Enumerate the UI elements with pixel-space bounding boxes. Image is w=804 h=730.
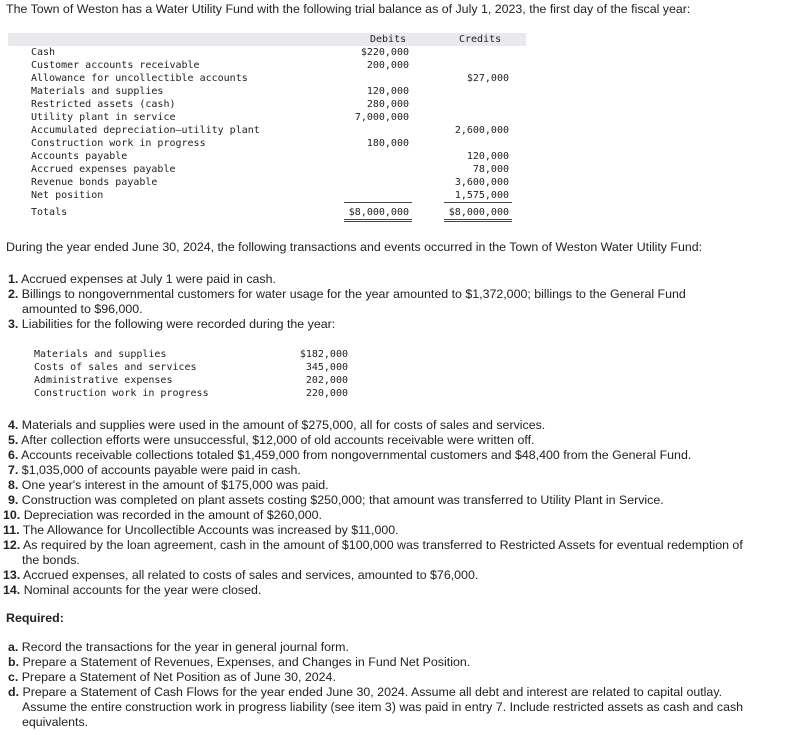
credits-header: Credits: [459, 34, 502, 45]
list-item: [3, 523, 399, 538]
item-text: $1,035,000 of accounts payable were paid in cash.: [21, 463, 301, 477]
list-item: [3, 568, 478, 583]
credit-value: 78,000: [472, 164, 509, 175]
account-name: Utility plant in service: [31, 112, 176, 123]
required-text: Prepare a Statement of Cash Flows for the year ended June 30, 2024. Assume all debt and interest are related to capital outlay.: [22, 685, 723, 699]
item-text: Accrued expenses at July 1 were paid in cash.: [21, 272, 276, 286]
debits-header: Debits: [370, 34, 407, 45]
list-item: [3, 508, 322, 523]
item-text-continued: the bonds.: [22, 553, 80, 567]
totals-row: [8, 206, 526, 219]
debit-underline: [344, 202, 412, 203]
table-row: [8, 176, 526, 189]
required-item: [8, 640, 349, 655]
table-row: [8, 98, 526, 111]
list-item: [8, 433, 534, 448]
list-item: [3, 583, 261, 598]
item-text: As required by the loan agreement, cash in the amount of $100,000 was transferred to Restricted Assets for eventual redemption of: [23, 538, 743, 552]
table-row: [8, 72, 526, 85]
liability-item: Administrative expenses: [34, 375, 173, 386]
list-item: [8, 463, 301, 478]
item-text: Depreciation was recorded in the amount of $260,000.: [23, 508, 322, 522]
required-letter: c.: [8, 670, 19, 684]
debit-value: 180,000: [366, 138, 409, 149]
liability-item: Materials and supplies: [34, 349, 167, 360]
table-row: [8, 137, 526, 150]
liability-amount: 202,000: [305, 375, 348, 386]
account-name: Allowance for uncollectible accounts: [31, 73, 248, 84]
item-number: 8.: [8, 478, 19, 492]
item-text: Materials and supplies were used in the amount of $275,000, all for costs of sales and services.: [21, 418, 546, 432]
credit-value: 3,600,000: [454, 177, 509, 188]
required-letter: d.: [8, 685, 20, 699]
item-text: Billings to nongovernmental customers for water usage for the year amounted to $1,372,000; billings to the General Fund: [21, 287, 686, 301]
item-number: 13.: [3, 568, 21, 582]
item-number: 11.: [3, 523, 20, 537]
table-row: [28, 374, 358, 387]
item-number: 12.: [3, 538, 21, 552]
list-item: [8, 448, 691, 463]
account-name: Materials and supplies: [31, 86, 164, 97]
liability-amount: $182,000: [299, 349, 348, 360]
liability-item: Construction work in progress: [34, 388, 209, 399]
item-text: The Allowance for Uncollectible Accounts was increased by $11,000.: [22, 523, 399, 537]
required-text: Prepare a Statement of Revenues, Expenses, and Changes in Fund Net Position.: [22, 655, 471, 669]
list-item: [8, 418, 545, 433]
item-text: Accounts receivable collections totaled $1,459,000 from nongovernmental customers and $48,400 from the General Fund.: [21, 448, 692, 462]
trial-balance-table: [8, 33, 526, 222]
transactions-intro: During the year ended June 30, 2024, the following transactions and events occurred in the Town of Weston Water Utility Fund:: [6, 240, 703, 254]
account-name: Revenue bonds payable: [31, 177, 158, 188]
liability-amount: 345,000: [305, 362, 348, 373]
trial-balance-header-band: [8, 33, 526, 46]
credit-value: 1,575,000: [454, 190, 509, 201]
account-name: Customer accounts receivable: [31, 60, 200, 71]
list-item: [3, 538, 743, 553]
total-debit-value: $8,000,000: [348, 207, 409, 218]
item-number: 4.: [8, 418, 19, 432]
table-row: [8, 150, 526, 163]
required-text: Record the transactions for the year in general journal form.: [21, 640, 349, 654]
account-name: Net position: [31, 190, 104, 201]
item-number: 14.: [3, 583, 21, 597]
table-row: [28, 348, 358, 361]
required-heading: Required:: [6, 611, 64, 625]
list-item: [8, 272, 276, 287]
required-letter: b.: [8, 655, 20, 669]
item-text: After collection efforts were unsuccessful, $12,000 of old accounts receivable were written off.: [21, 433, 535, 447]
credit-value: 2,600,000: [454, 125, 509, 136]
item-number: 3.: [8, 317, 19, 331]
account-name: Accounts payable: [31, 151, 128, 162]
item-number: 10.: [3, 508, 21, 522]
item-text: Liabilities for the following were recorded during the year:: [21, 317, 336, 331]
table-row: [8, 124, 526, 137]
item-text: Accrued expenses, all related to costs of sales and services, amounted to $76,000.: [23, 568, 479, 582]
debit-double-underline-2: [344, 221, 412, 222]
debit-value: $220,000: [360, 47, 409, 58]
liabilities-table: [28, 348, 358, 404]
table-row: [8, 85, 526, 98]
credit-value: 120,000: [466, 151, 509, 162]
table-row: [8, 46, 526, 59]
required-letter: a.: [8, 640, 19, 654]
required-text-continued: equivalents.: [22, 715, 89, 729]
item-number: 7.: [8, 463, 19, 477]
table-row: [8, 111, 526, 124]
account-name: Cash: [31, 47, 56, 58]
debit-value: 280,000: [366, 99, 409, 110]
table-row: [28, 361, 358, 374]
item-text-continued: amounted to $96,000.: [22, 302, 143, 316]
table-row: [8, 189, 526, 202]
item-number: 9.: [8, 493, 19, 507]
table-row: [28, 387, 358, 400]
debit-value: 200,000: [366, 60, 409, 71]
intro-text: The Town of Weston has a Water Utility Fund with the following trial balance as of July 1, 2023, the first day of the fiscal year:: [6, 2, 691, 16]
account-name: Accrued expenses payable: [31, 164, 176, 175]
required-text: Prepare a Statement of Net Position as of June 30, 2024.: [21, 670, 336, 684]
account-name: Construction work in progress: [31, 138, 206, 149]
item-text: Nominal accounts for the year were closed.: [23, 583, 262, 597]
credit-value: $27,000: [466, 73, 509, 84]
item-number: 2.: [8, 287, 19, 301]
list-item: [8, 478, 329, 493]
debit-value: 7,000,000: [354, 112, 409, 123]
list-item: [8, 287, 686, 302]
credit-double-underline-1: [444, 219, 512, 220]
item-number: 5.: [8, 433, 19, 447]
credit-underline: [444, 202, 512, 203]
table-row: [8, 163, 526, 176]
required-item: [8, 670, 336, 685]
liability-item: Costs of sales and services: [34, 362, 197, 373]
item-text: One year's interest in the amount of $175,000 was paid.: [21, 478, 329, 492]
totals-label: Totals: [31, 207, 68, 218]
account-name: Accumulated depreciation–utility plant: [31, 125, 260, 136]
list-item: [8, 493, 664, 508]
total-credit-value: $8,000,000: [448, 207, 509, 218]
item-number: 6.: [8, 448, 19, 462]
list-item: [8, 317, 335, 332]
table-row: [8, 59, 526, 72]
account-name: Restricted assets (cash): [31, 99, 176, 110]
item-text: Construction was completed on plant assets costing $250,000; that amount was transferred to Utility Plant in Service.: [21, 493, 664, 507]
debit-value: 120,000: [366, 86, 409, 97]
required-item: [8, 685, 722, 700]
item-number: 1.: [8, 272, 19, 286]
required-text-continued: Assume the entire construction work in progress liability (see item 3) was paid in entry 7. Include restricted assets as cash and cash: [22, 700, 744, 714]
required-item: [8, 655, 470, 670]
liability-amount: 220,000: [305, 388, 348, 399]
debit-double-underline-1: [344, 219, 412, 220]
credit-double-underline-2: [444, 221, 512, 222]
